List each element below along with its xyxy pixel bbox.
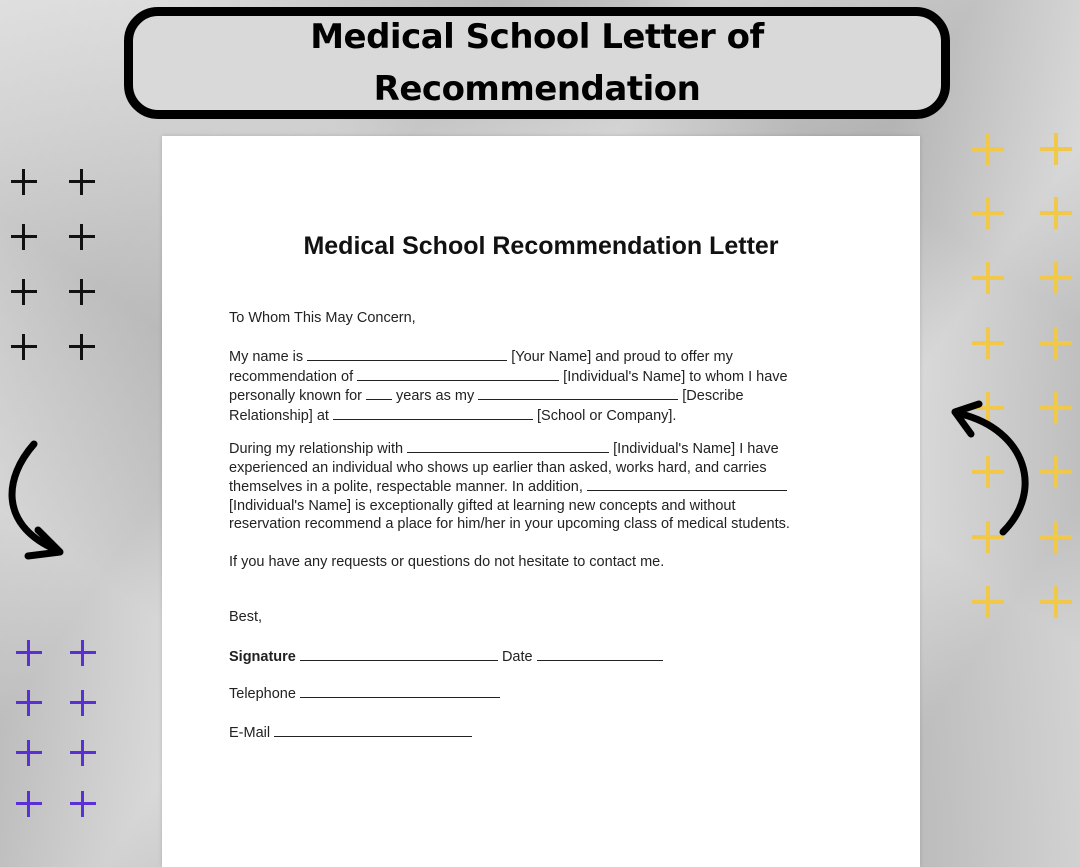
telephone-line xyxy=(229,684,879,704)
telephone-label: Telephone xyxy=(229,686,296,702)
blank-school xyxy=(333,406,533,420)
letter-closing: Best, xyxy=(229,609,263,625)
letter-paragraph-intro xyxy=(229,347,879,425)
letter-title: Medical School Recommendation Letter xyxy=(303,232,779,260)
title-banner xyxy=(124,7,950,119)
text-segment: experienced an individual who shows up earlier than asked, works hard, and carries xyxy=(229,459,767,476)
plus-icon xyxy=(69,334,95,360)
text-segment: personally known for xyxy=(229,388,367,404)
blank-individual-name xyxy=(357,367,559,381)
plus-icon xyxy=(70,740,96,766)
text-segment: [School or Company]. xyxy=(532,407,677,424)
blank-individual-name xyxy=(407,439,609,453)
plus-icon xyxy=(69,224,95,250)
blank-years xyxy=(366,386,392,400)
text-segment: [Describe xyxy=(678,388,744,404)
plus-icon xyxy=(70,640,96,666)
text-segment: During my relationship with xyxy=(229,441,408,457)
email-label: E-Mail xyxy=(229,725,271,741)
plus-icon xyxy=(1040,197,1072,229)
date-label: Date xyxy=(501,649,533,665)
plus-icon xyxy=(11,334,37,360)
letter-page xyxy=(162,136,920,867)
email-blank xyxy=(274,723,472,737)
banner-title-line-1: Medical School Letter of xyxy=(310,17,764,57)
plus-icon xyxy=(972,262,1004,294)
curved-arrow-left-icon xyxy=(0,438,80,568)
curved-arrow-right-icon xyxy=(945,400,1045,540)
telephone-blank xyxy=(300,684,500,698)
date-blank xyxy=(537,647,663,661)
blank-relationship xyxy=(478,386,678,400)
text-segment: [Individual's Name] to whom I have xyxy=(559,368,788,385)
plus-icon xyxy=(11,169,37,195)
signature-label: Signature xyxy=(229,649,296,665)
plus-icon xyxy=(1040,586,1072,618)
plus-icon xyxy=(16,640,42,666)
text-segment: Relationship] at xyxy=(229,407,333,424)
signature-line xyxy=(229,647,879,667)
letter-greeting: To Whom This May Concern, xyxy=(229,310,416,326)
text-segment: recommendation of xyxy=(229,368,358,385)
plus-icon xyxy=(16,690,42,716)
plus-icon xyxy=(972,586,1004,618)
plus-icon xyxy=(1040,327,1072,359)
plus-icon xyxy=(972,197,1004,229)
letter-paragraph-contact: If you have any requests or questions do not hesitate to contact me. xyxy=(229,554,665,570)
text-segment: years as my xyxy=(392,388,479,404)
plus-icon xyxy=(70,791,96,817)
text-segment: themselves in a polite, respectable manner. In addition, xyxy=(229,479,587,495)
banner-title-line-2: Recommendation xyxy=(373,69,701,109)
letter-paragraph-body xyxy=(229,439,879,534)
blank-your-name xyxy=(307,347,507,361)
plus-icon xyxy=(70,690,96,716)
text-segment: reservation recommend a place for him/her in your upcoming class of medical students. xyxy=(229,516,790,532)
text-segment: [Your Name] and proud to offer my xyxy=(507,349,733,365)
plus-icon xyxy=(972,133,1004,165)
plus-icon xyxy=(1040,262,1072,294)
text-segment: [Individual's Name] I have xyxy=(609,441,779,457)
email-line xyxy=(229,723,879,743)
text-segment: [Individual's Name] is exceptionally gifted at learning new concepts and without xyxy=(229,497,736,514)
plus-icon xyxy=(972,327,1004,359)
text-segment: My name is xyxy=(229,349,308,365)
banner-title xyxy=(310,11,764,115)
plus-icon xyxy=(11,224,37,250)
blank-individual-name xyxy=(587,477,787,491)
plus-icon xyxy=(1040,133,1072,165)
plus-icon xyxy=(16,740,42,766)
plus-icon xyxy=(11,279,37,305)
plus-icon xyxy=(69,279,95,305)
signature-blank xyxy=(300,647,498,661)
plus-icon xyxy=(16,791,42,817)
plus-icon xyxy=(69,169,95,195)
